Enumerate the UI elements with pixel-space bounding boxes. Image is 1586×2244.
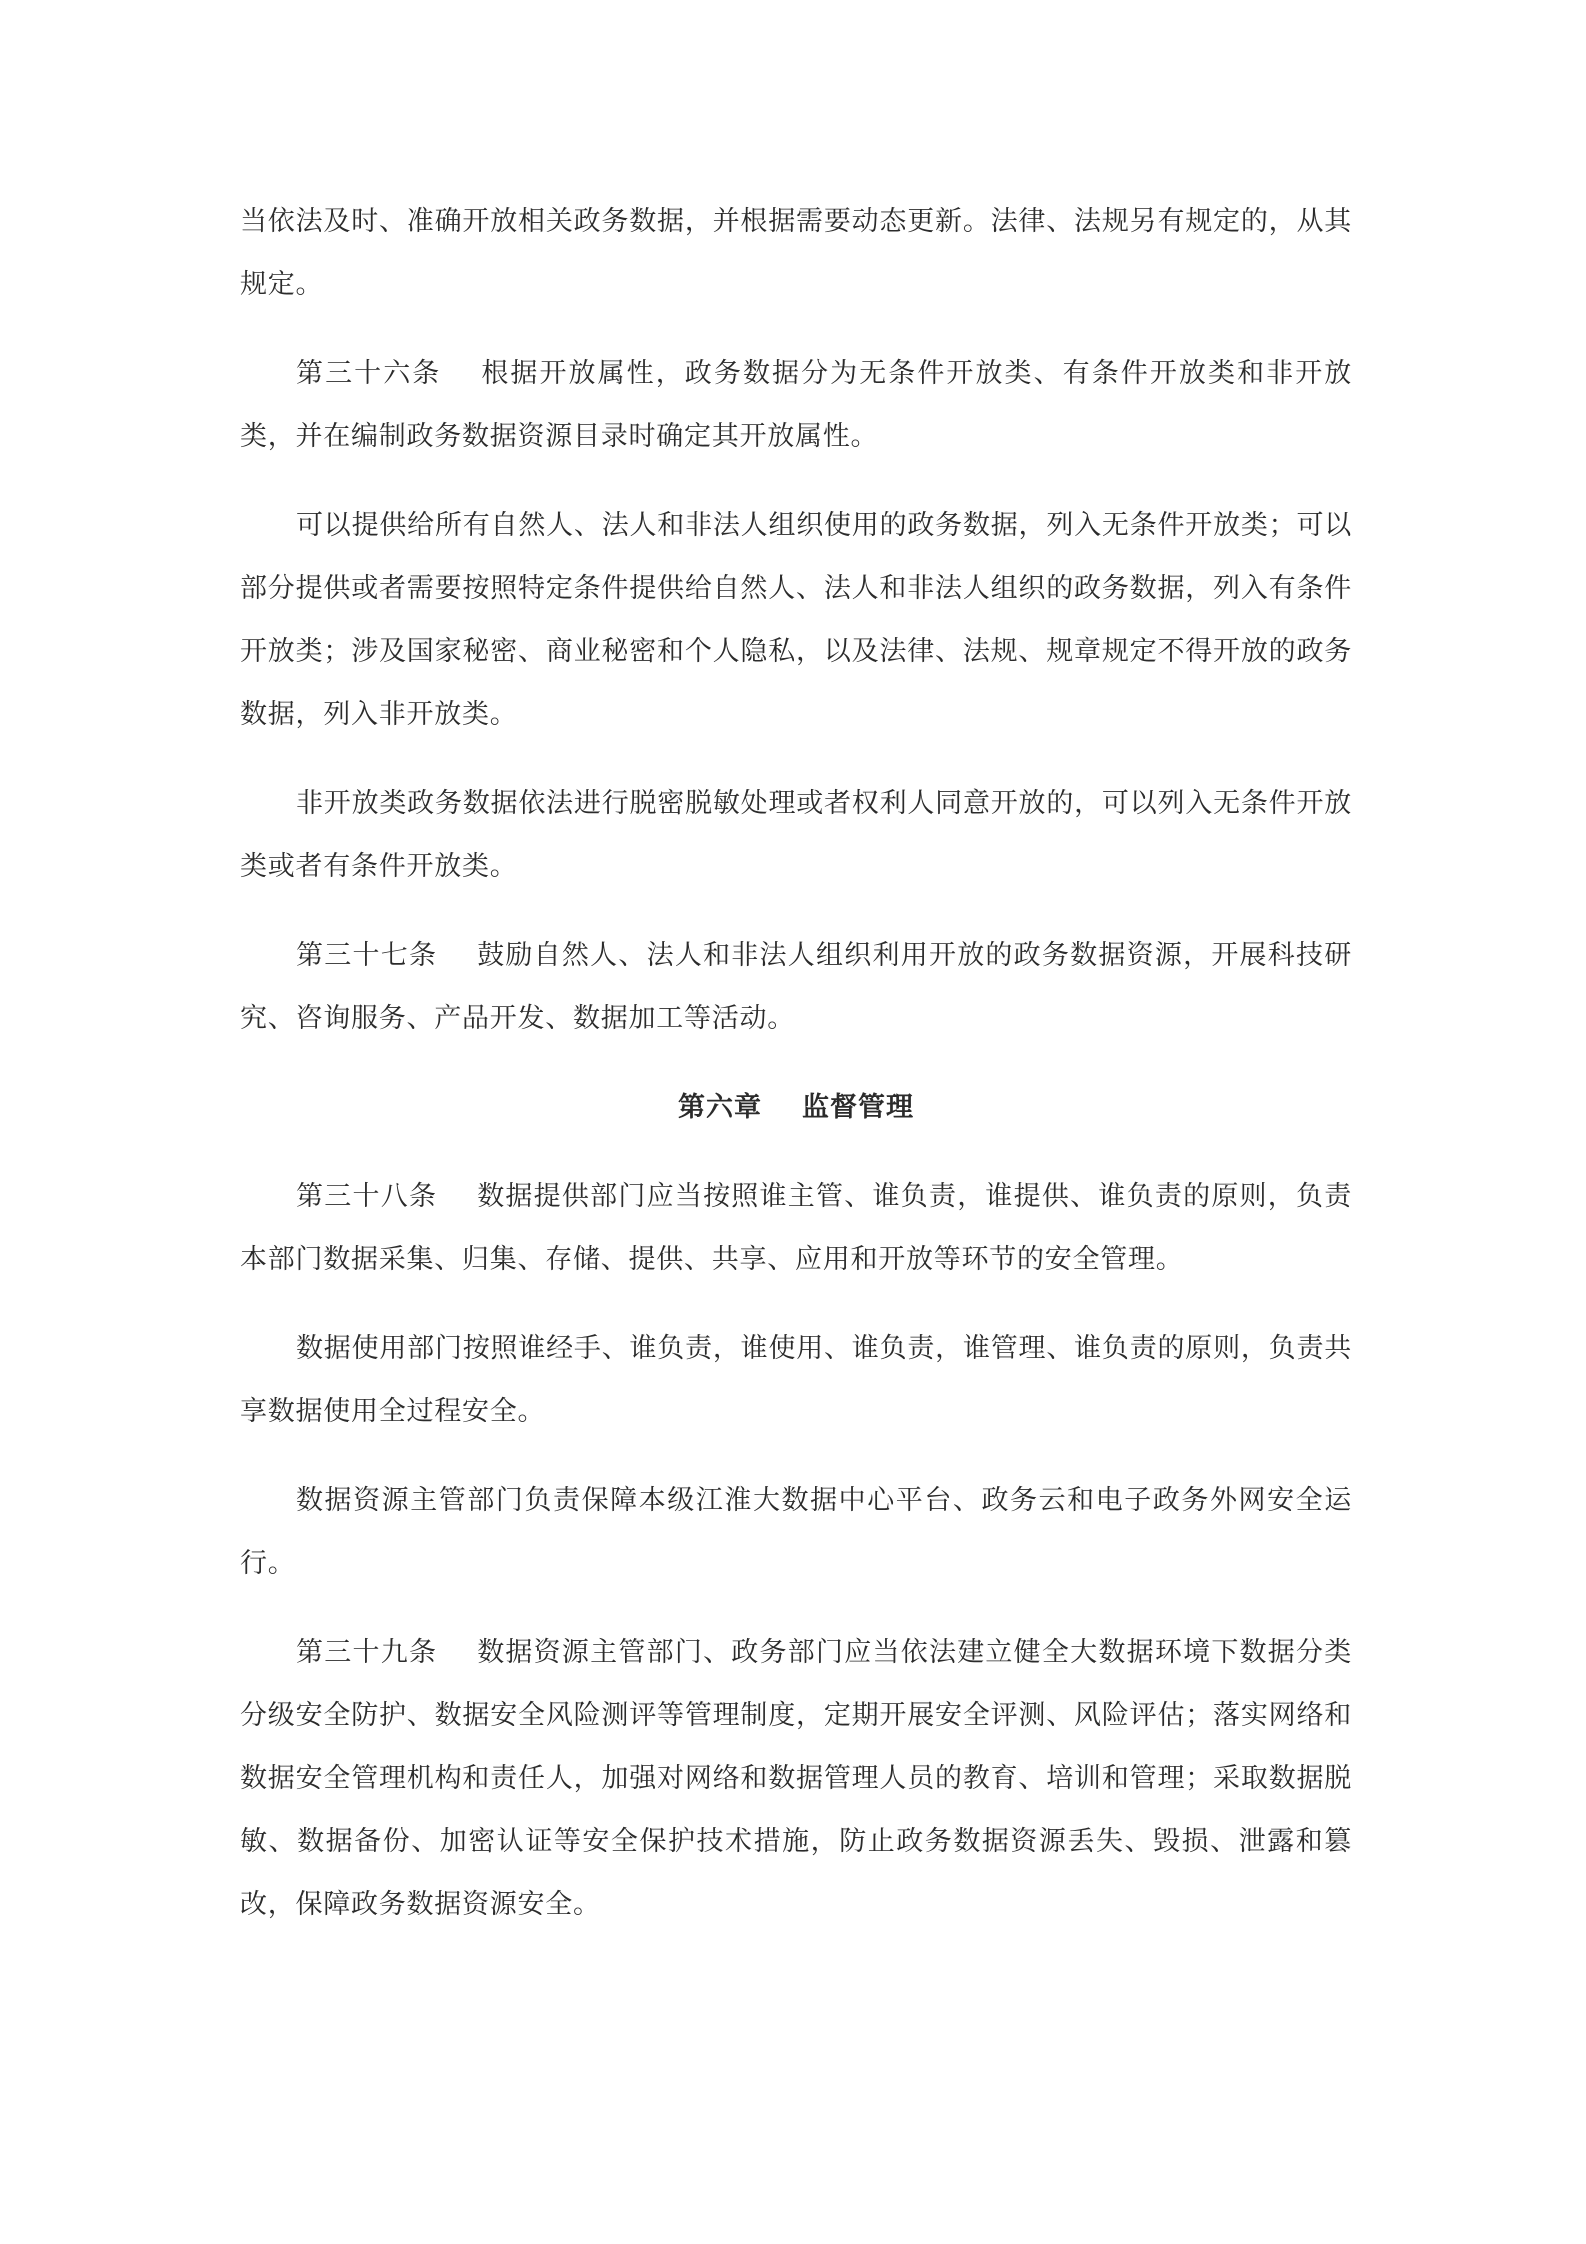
article-number: 第三十七条 xyxy=(296,940,438,971)
article-number: 第三十八条 xyxy=(296,1181,438,1212)
chapter-number: 第六章 xyxy=(678,1092,762,1123)
article-text: 根据开放属性，政务数据分为无条件开放类、有条件开放类和非开放类，并在编制政务数据资源目录时确定其开放属性。 xyxy=(240,358,1353,452)
article-36 xyxy=(240,342,1352,468)
chapter-title: 监督管理 xyxy=(802,1092,914,1123)
article-number: 第三十九条 xyxy=(296,1637,438,1668)
paragraph-open-categories: 可以提供给所有自然人、法人和非法人组织使用的政务数据，列入无条件开放类；可以部分提供或者需要按照特定条件提供给自然人、法人和非法人组织的政务数据，列入有条件开放类；涉及国家秘密、商业秘密和个人隐私，以及法律、法规、规章规定不得开放的政务数据，列入非开放类。 xyxy=(240,510,1352,730)
paragraph-data-user-responsibility: 数据使用部门按照谁经手、谁负责，谁使用、谁负责，谁管理、谁负责的原则，负责共享数据使用全过程安全。 xyxy=(240,1333,1352,1427)
article-number: 第三十六条 xyxy=(296,358,442,389)
paragraph-platform-security: 数据资源主管部门负责保障本级江淮大数据中心平台、政务云和电子政务外网安全运行。 xyxy=(240,1485,1352,1579)
article-text: 数据提供部门应当按照谁主管、谁负责，谁提供、谁负责的原则，负责本部门数据采集、归集、存储、提供、共享、应用和开放等环节的安全管理。 xyxy=(240,1181,1353,1275)
chapter-heading xyxy=(240,1076,1352,1139)
paragraph-continuation: 当依法及时、准确开放相关政务数据，并根据需要动态更新。法律、法规另有规定的，从其规定。 xyxy=(240,206,1352,300)
article-38 xyxy=(240,1165,1352,1291)
paragraph-non-open-conversion: 非开放类政务数据依法进行脱密脱敏处理或者权利人同意开放的，可以列入无条件开放类或者有条件开放类。 xyxy=(240,788,1352,882)
article-37 xyxy=(240,924,1352,1050)
article-text: 鼓励自然人、法人和非法人组织利用开放的政务数据资源，开展科技研究、咨询服务、产品开发、数据加工等活动。 xyxy=(240,940,1353,1034)
article-39 xyxy=(240,1621,1352,1936)
document-page xyxy=(240,190,1352,1962)
article-text: 数据资源主管部门、政务部门应当依法建立健全大数据环境下数据分类分级安全防护、数据安全风险测评等管理制度，定期开展安全评测、风险评估；落实网络和数据安全管理机构和责任人，加强对网络和数据管理人员的教育、培训和管理；采取数据脱敏、数据备份、加密认证等安全保护技术措施，防止政务数据资源丢失、毁损、泄露和篡改，保障政务数据资源安全。 xyxy=(240,1637,1353,1920)
